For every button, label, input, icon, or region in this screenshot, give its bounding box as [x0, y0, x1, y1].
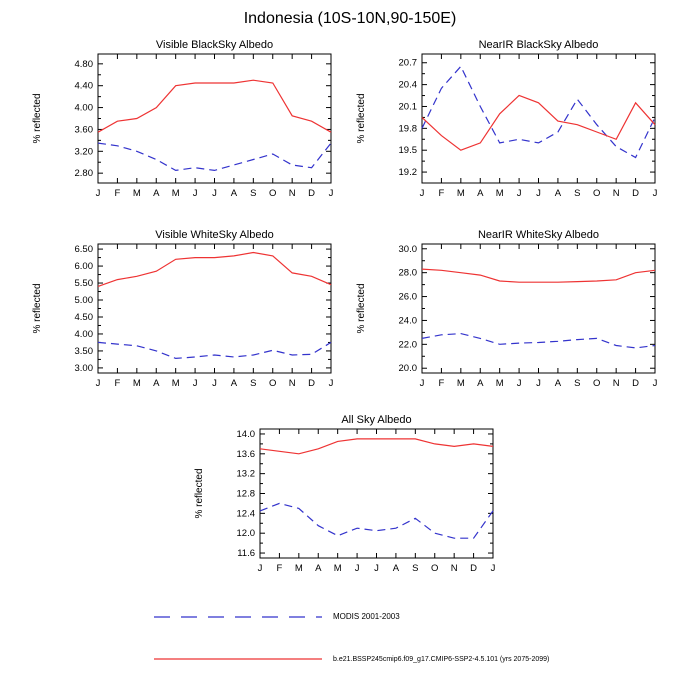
svg-text:NearIR WhiteSky Albedo: NearIR WhiteSky Albedo	[477, 229, 600, 241]
svg-text:26.0: 26.0	[398, 291, 417, 303]
svg-text:22.0: 22.0	[398, 339, 417, 351]
svg-text:13.2: 13.2	[236, 468, 255, 480]
svg-text:A: A	[153, 378, 160, 389]
svg-text:J: J	[374, 563, 379, 574]
svg-text:J: J	[652, 378, 658, 389]
svg-text:4.00: 4.00	[74, 102, 93, 114]
svg-text:O: O	[593, 378, 601, 389]
chart-nearir-blacksky-albedo	[352, 38, 672, 216]
svg-text:5.50: 5.50	[74, 278, 93, 290]
svg-text:28.0: 28.0	[398, 267, 417, 279]
svg-text:2.80: 2.80	[74, 168, 93, 180]
chart-visible-blacksky-albedo	[28, 38, 348, 216]
svg-text:A: A	[230, 188, 238, 199]
svg-text:% reflected: % reflected	[194, 468, 205, 519]
svg-text:19.5: 19.5	[398, 145, 417, 157]
modis-dashed-line-sample	[153, 613, 323, 621]
svg-text:J: J	[490, 563, 496, 574]
svg-text:19.2: 19.2	[398, 167, 417, 179]
svg-text:J: J	[257, 563, 263, 574]
svg-text:A: A	[392, 563, 400, 574]
svg-text:% reflected: % reflected	[356, 93, 367, 144]
svg-text:D: D	[632, 378, 640, 389]
svg-text:M: M	[132, 188, 141, 199]
svg-text:3.00: 3.00	[74, 362, 93, 374]
svg-text:A: A	[230, 378, 238, 389]
svg-text:A: A	[477, 188, 484, 199]
svg-text:J: J	[536, 188, 541, 199]
svg-text:5.00: 5.00	[74, 295, 93, 307]
svg-text:NearIR BlackSky Albedo: NearIR BlackSky Albedo	[478, 39, 599, 51]
svg-text:6.00: 6.00	[74, 261, 93, 273]
svg-text:M: M	[294, 563, 303, 574]
svg-text:20.7: 20.7	[398, 57, 417, 69]
svg-text:A: A	[554, 378, 562, 389]
svg-text:6.50: 6.50	[74, 244, 93, 256]
legend-label-model: b.e21.BSSP245cmip6.f09_g17.CMIP6-SSP2-4.5.101 (yrs 2075-2099)	[333, 655, 550, 663]
svg-text:J: J	[328, 188, 334, 199]
svg-text:S: S	[574, 378, 581, 389]
svg-text:N: N	[612, 378, 620, 389]
svg-text:11.6: 11.6	[237, 548, 255, 560]
svg-text:3.50: 3.50	[74, 345, 93, 357]
svg-text:N: N	[612, 188, 620, 199]
svg-text:12.8: 12.8	[236, 488, 255, 500]
svg-text:J: J	[354, 563, 360, 574]
legend-label-modis: MODIS 2001-2003	[333, 612, 400, 621]
svg-text:J: J	[95, 188, 101, 199]
svg-text:M: M	[495, 188, 504, 199]
svg-text:S: S	[412, 563, 419, 574]
svg-text:O: O	[269, 378, 277, 389]
svg-text:D: D	[308, 378, 316, 389]
svg-text:S: S	[574, 188, 581, 199]
svg-text:F: F	[276, 563, 283, 574]
svg-text:N: N	[288, 188, 296, 199]
svg-text:J: J	[328, 378, 334, 389]
svg-text:D: D	[308, 188, 316, 199]
chart-nearir-whitesky-albedo	[352, 228, 672, 406]
svg-text:M: M	[171, 378, 180, 389]
page-title: Indonesia (10S-10N,90-150E)	[243, 10, 457, 27]
svg-text:30.0: 30.0	[398, 243, 417, 255]
svg-text:20.4: 20.4	[398, 79, 417, 91]
chart-all-sky-albedo	[190, 413, 510, 591]
svg-text:J: J	[652, 188, 658, 199]
svg-text:M: M	[495, 378, 504, 389]
svg-text:% reflected: % reflected	[32, 93, 43, 144]
svg-text:A: A	[315, 563, 322, 574]
svg-text:14.0: 14.0	[236, 428, 255, 440]
svg-text:O: O	[269, 188, 277, 199]
svg-text:J: J	[419, 378, 425, 389]
svg-text:N: N	[450, 563, 458, 574]
svg-text:3.60: 3.60	[74, 124, 93, 136]
svg-text:J: J	[536, 378, 541, 389]
model-solid-line-sample	[153, 655, 323, 663]
svg-text:A: A	[153, 188, 160, 199]
svg-text:% reflected: % reflected	[32, 283, 43, 334]
legend-item-model	[153, 655, 549, 663]
svg-text:M: M	[333, 563, 342, 574]
svg-text:A: A	[554, 188, 562, 199]
svg-text:J: J	[516, 378, 522, 389]
svg-text:M: M	[132, 378, 141, 389]
svg-text:F: F	[114, 378, 121, 389]
svg-text:N: N	[288, 378, 296, 389]
svg-text:F: F	[114, 188, 121, 199]
svg-text:13.6: 13.6	[236, 448, 255, 460]
svg-text:4.00: 4.00	[74, 328, 93, 340]
svg-text:12.4: 12.4	[236, 508, 255, 520]
svg-text:20.1: 20.1	[398, 101, 417, 113]
svg-text:4.80: 4.80	[74, 58, 93, 70]
svg-text:J: J	[516, 188, 522, 199]
svg-text:20.0: 20.0	[398, 363, 417, 375]
svg-text:J: J	[419, 188, 425, 199]
svg-text:S: S	[250, 378, 257, 389]
svg-text:M: M	[171, 188, 180, 199]
svg-text:O: O	[431, 563, 439, 574]
svg-text:A: A	[477, 378, 484, 389]
svg-text:J: J	[212, 188, 217, 199]
chart-visible-whitesky-albedo	[28, 228, 348, 406]
svg-text:4.50: 4.50	[74, 311, 93, 323]
svg-text:D: D	[470, 563, 478, 574]
svg-text:J: J	[192, 378, 198, 389]
svg-text:Visible BlackSky Albedo: Visible BlackSky Albedo	[155, 39, 274, 51]
svg-text:All Sky Albedo: All Sky Albedo	[341, 414, 412, 426]
legend-item-modis	[153, 612, 400, 621]
svg-text:4.40: 4.40	[74, 80, 93, 92]
svg-text:% reflected: % reflected	[356, 283, 367, 334]
svg-text:24.0: 24.0	[398, 315, 417, 327]
svg-text:J: J	[192, 188, 198, 199]
svg-text:F: F	[438, 378, 445, 389]
svg-text:12.0: 12.0	[236, 528, 255, 540]
svg-text:M: M	[456, 378, 465, 389]
svg-text:M: M	[456, 188, 465, 199]
svg-text:Visible WhiteSky Albedo: Visible WhiteSky Albedo	[155, 229, 274, 241]
svg-text:J: J	[95, 378, 101, 389]
svg-text:J: J	[212, 378, 217, 389]
svg-text:D: D	[632, 188, 640, 199]
svg-text:19.8: 19.8	[398, 123, 417, 135]
svg-text:3.20: 3.20	[74, 146, 93, 158]
svg-text:S: S	[250, 188, 257, 199]
svg-text:O: O	[593, 188, 601, 199]
svg-text:F: F	[438, 188, 445, 199]
